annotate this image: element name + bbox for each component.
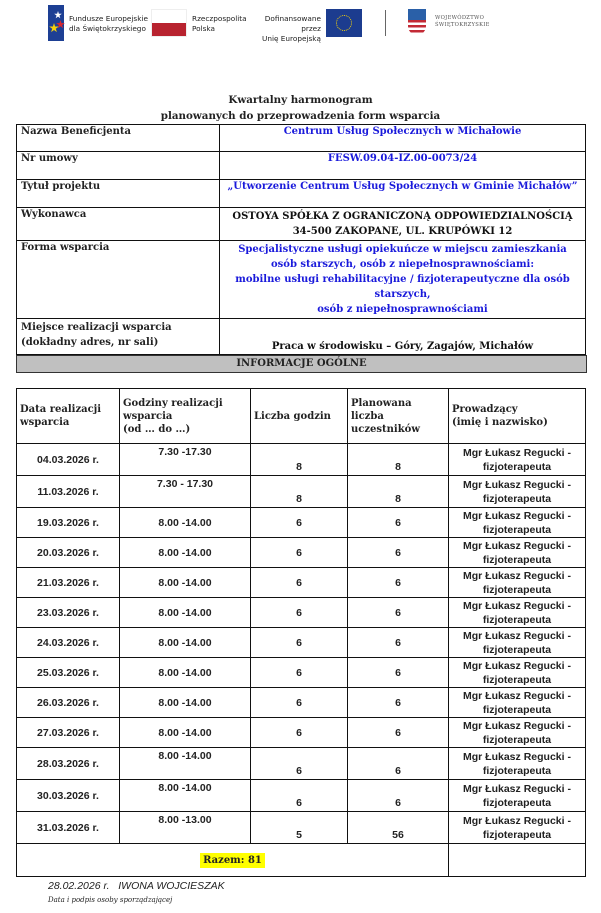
hours-cell: 8.00 -14.00: [120, 658, 251, 688]
schedule-row: [17, 444, 586, 476]
hour-count-cell: 5: [251, 812, 348, 844]
logo-divider: [385, 10, 386, 36]
header-hours-line2: wsparcia: [123, 410, 173, 422]
lead-name: Mgr Łukasz Regucki -: [463, 478, 571, 491]
header-participants: [348, 389, 449, 444]
header-participants-line3: uczestników: [351, 423, 420, 435]
participants-cell: 6: [348, 688, 449, 718]
total-row: [17, 844, 586, 877]
lead-name: Mgr Łukasz Regucki -: [463, 719, 571, 732]
section-header: INFORMACJE OGÓLNE: [16, 355, 587, 373]
header-date-line2: wsparcia: [20, 417, 70, 428]
eu-line2: Unię Europejską: [262, 34, 321, 43]
info-row-contractor: [17, 208, 586, 241]
beneficiary-value: Centrum Usług Społecznych w Michałowie: [220, 125, 586, 152]
info-row-contract: [17, 152, 586, 180]
participants-cell: 6: [348, 780, 449, 812]
total-empty-cell: [449, 844, 586, 877]
document-title: Kwartalny harmonogram: [228, 94, 373, 106]
participants-cell: 8: [348, 476, 449, 508]
schedule-row: [17, 748, 586, 780]
lead-role: fizjoterapeuta: [482, 583, 552, 596]
lead-role: fizjoterapeuta: [482, 613, 552, 626]
hour-count-cell: 8: [251, 444, 348, 476]
schedule-row: [17, 812, 586, 844]
schedule-row: [17, 538, 586, 568]
place-value: [220, 319, 586, 355]
place-label: [17, 319, 220, 355]
hour-count-cell: 6: [251, 780, 348, 812]
signature-text: 28.02.2026 r. IWONA WOJCIESZAK: [48, 880, 225, 892]
fe-line1: Fundusze Europejskie: [69, 14, 148, 23]
date-cell: 20.03.2026 r.: [17, 538, 120, 568]
hour-count-cell: 6: [251, 748, 348, 780]
date-cell: 19.03.2026 r.: [17, 508, 120, 538]
hours-cell: 8.00 -14.00: [120, 508, 251, 538]
schedule-row: [17, 598, 586, 628]
hours-cell: 8.00 -14.00: [120, 688, 251, 718]
fundusze-europejskie-logo-icon: [48, 5, 64, 41]
info-row-form: [17, 241, 586, 319]
lead-role: fizjoterapeuta: [482, 553, 552, 566]
total-value: Razem: 81: [200, 853, 265, 868]
hour-count-cell: 8: [251, 476, 348, 508]
participants-cell: 8: [348, 444, 449, 476]
schedule-row: [17, 476, 586, 508]
lead-role: fizjoterapeuta: [482, 764, 552, 777]
hour-count-cell: 6: [251, 598, 348, 628]
project-label: Tytuł projektu: [17, 180, 220, 208]
hour-count-cell: 6: [251, 628, 348, 658]
lead-cell: [449, 444, 586, 476]
project-value: „Utworzenie Centrum Usług Społecznych w Gminie Michałów”: [220, 180, 586, 208]
sw-line2: ŚWIĘTOKRZYSKIE: [435, 22, 490, 28]
lead-name: Mgr Łukasz Regucki -: [463, 689, 571, 702]
lead-role: fizjoterapeuta: [482, 796, 552, 809]
form-value: [220, 241, 586, 319]
header-lead: [449, 389, 586, 444]
lead-cell: [449, 718, 586, 748]
place-label-line2: (dokładny adres, nr sali): [21, 337, 159, 348]
schedule-row: [17, 688, 586, 718]
pl-line2: Polska: [192, 24, 216, 33]
fundusze-europejskie-text: [69, 14, 148, 34]
info-row-project: [17, 180, 586, 208]
hours-cell: 8.00 -14.00: [120, 538, 251, 568]
lead-cell: [449, 538, 586, 568]
hours-cell: 7.30 - 17.30: [120, 476, 251, 508]
contractor-address: 34-500 ZAKOPANE, UL. KRUPÓWKI 12: [292, 226, 513, 237]
place-value-text: Praca w środowisku – Góry, Zagajów, Michałów: [271, 341, 534, 352]
hour-count-cell: 6: [251, 688, 348, 718]
document-subtitle: planowanych do przeprowadzenia form wsparcia: [160, 110, 441, 122]
lead-name: Mgr Łukasz Regucki -: [463, 659, 571, 672]
contract-value: FESW.09.04-IZ.00-0073/24: [220, 152, 586, 180]
lead-cell: [449, 598, 586, 628]
header-date-line1: Data realizacji: [20, 404, 102, 415]
lead-name: Mgr Łukasz Regucki -: [463, 569, 571, 582]
participants-cell: 6: [348, 598, 449, 628]
date-cell: 24.03.2026 r.: [17, 628, 120, 658]
lead-cell: [449, 508, 586, 538]
hours-cell: 8.00 -14.00: [120, 780, 251, 812]
header-lead-line2: (imię i nazwisko): [452, 417, 548, 428]
date-cell: 30.03.2026 r.: [17, 780, 120, 812]
participants-cell: 6: [348, 628, 449, 658]
eu-line1: Dofinansowane przez: [264, 14, 321, 33]
date-cell: 23.03.2026 r.: [17, 598, 120, 628]
total-cell: [17, 844, 449, 877]
date-cell: 31.03.2026 r.: [17, 812, 120, 844]
header-hours-line1: Godziny realizacji: [123, 397, 223, 409]
rzeczpospolita-text: [192, 14, 247, 34]
lead-name: Mgr Łukasz Regucki -: [463, 750, 571, 763]
hours-cell: 8.00 -14.00: [120, 598, 251, 628]
schedule-row: [17, 508, 586, 538]
contractor-name: OSTOYA SPÓŁKA Z OGRANICZONĄ ODPOWIEDZIALNOŚCIĄ: [232, 211, 573, 222]
hours-cell: 7.30 -17.30: [120, 444, 251, 476]
schedule-table: [16, 388, 586, 877]
date-cell: 21.03.2026 r.: [17, 568, 120, 598]
sw-line1: WOJEWÓDZTWO: [435, 15, 485, 21]
date-cell: 25.03.2026 r.: [17, 658, 120, 688]
participants-cell: 6: [348, 658, 449, 688]
date-cell: 26.03.2026 r.: [17, 688, 120, 718]
schedule-header-row: [17, 389, 586, 444]
participants-cell: 6: [348, 508, 449, 538]
participants-cell: 6: [348, 718, 449, 748]
lead-role: fizjoterapeuta: [482, 733, 552, 746]
project-info-table: [16, 124, 586, 355]
info-row-place: [17, 319, 586, 355]
lead-cell: [449, 688, 586, 718]
eu-cofunding-text: [251, 14, 321, 44]
lead-name: Mgr Łukasz Regucki -: [463, 782, 571, 795]
lead-cell: [449, 628, 586, 658]
participants-cell: 56: [348, 812, 449, 844]
header-count: [251, 389, 348, 444]
swietokrzyskie-coat-of-arms-icon: [408, 9, 426, 37]
contractor-value: [220, 208, 586, 241]
lead-role: fizjoterapeuta: [482, 460, 552, 473]
header-count-text: Liczba godzin: [254, 410, 331, 422]
participants-cell: 6: [348, 748, 449, 780]
header-lead-line1: Prowadzący: [452, 404, 518, 415]
hours-cell: 8.00 -13.00: [120, 812, 251, 844]
lead-role: fizjoterapeuta: [482, 492, 552, 505]
beneficiary-label: Nazwa Beneficjenta: [17, 125, 220, 152]
lead-role: fizjoterapeuta: [482, 643, 552, 656]
header-participants-line2: liczba: [351, 410, 384, 422]
hours-cell: 8.00 -14.00: [120, 568, 251, 598]
lead-cell: [449, 780, 586, 812]
hour-count-cell: 6: [251, 508, 348, 538]
signature-label: Data i podpis osoby sporządzającej: [48, 896, 173, 904]
hour-count-cell: 6: [251, 658, 348, 688]
schedule-row: [17, 568, 586, 598]
eu-flag-icon: [326, 9, 362, 37]
lead-name: Mgr Łukasz Regucki -: [463, 446, 571, 459]
lead-cell: [449, 812, 586, 844]
lead-name: Mgr Łukasz Regucki -: [463, 629, 571, 642]
lead-role: fizjoterapeuta: [482, 703, 552, 716]
form-line4: osób z niepełnosprawnościami: [317, 304, 488, 315]
header-hours: [120, 389, 251, 444]
header-participants-line1: Planowana: [351, 397, 412, 409]
date-cell: 28.03.2026 r.: [17, 748, 120, 780]
date-cell: 04.03.2026 r.: [17, 444, 120, 476]
logo-bar: [0, 0, 601, 48]
lead-cell: [449, 748, 586, 780]
lead-role: fizjoterapeuta: [482, 828, 552, 841]
lead-name: Mgr Łukasz Regucki -: [463, 509, 571, 522]
fe-line2: dla Świętokrzyskiego: [69, 24, 146, 33]
lead-role: fizjoterapeuta: [482, 523, 552, 536]
lead-cell: [449, 476, 586, 508]
pl-line1: Rzeczpospolita: [192, 14, 247, 23]
header-date: [17, 389, 120, 444]
header-hours-line3: (od … do …): [123, 423, 191, 435]
place-label-line1: Miejsce realizacji wsparcia: [21, 322, 172, 333]
form-line2: osób starszych, osób z niepełnosprawnościami:: [270, 259, 535, 270]
hours-cell: 8.00 -14.00: [120, 628, 251, 658]
participants-cell: 6: [348, 568, 449, 598]
info-row-beneficiary: [17, 125, 586, 152]
lead-name: Mgr Łukasz Regucki -: [463, 814, 571, 827]
lead-cell: [449, 568, 586, 598]
hours-cell: 8.00 -14.00: [120, 748, 251, 780]
lead-role: fizjoterapeuta: [482, 673, 552, 686]
schedule-row: [17, 780, 586, 812]
contractor-label: Wykonawca: [17, 208, 220, 241]
date-cell: 27.03.2026 r.: [17, 718, 120, 748]
hour-count-cell: 6: [251, 568, 348, 598]
participants-cell: 6: [348, 538, 449, 568]
date-cell: 11.03.2026 r.: [17, 476, 120, 508]
hour-count-cell: 6: [251, 538, 348, 568]
lead-name: Mgr Łukasz Regucki -: [463, 539, 571, 552]
form-line3: mobilne usługi rehabilitacyjne / fizjoterapeutyczne dla osób starszych,: [235, 274, 570, 300]
hour-count-cell: 6: [251, 718, 348, 748]
form-label: Forma wsparcia: [17, 241, 220, 319]
schedule-row: [17, 718, 586, 748]
schedule-row: [17, 628, 586, 658]
lead-name: Mgr Łukasz Regucki -: [463, 599, 571, 612]
form-line1: Specjalistyczne usługi opiekuńcze w miejscu zamieszkania: [238, 244, 567, 255]
hours-cell: 8.00 -14.00: [120, 718, 251, 748]
contract-label: Nr umowy: [17, 152, 220, 180]
schedule-row: [17, 658, 586, 688]
lead-cell: [449, 658, 586, 688]
polish-flag-icon: [151, 9, 187, 37]
wojewodztwo-text: [435, 15, 490, 29]
